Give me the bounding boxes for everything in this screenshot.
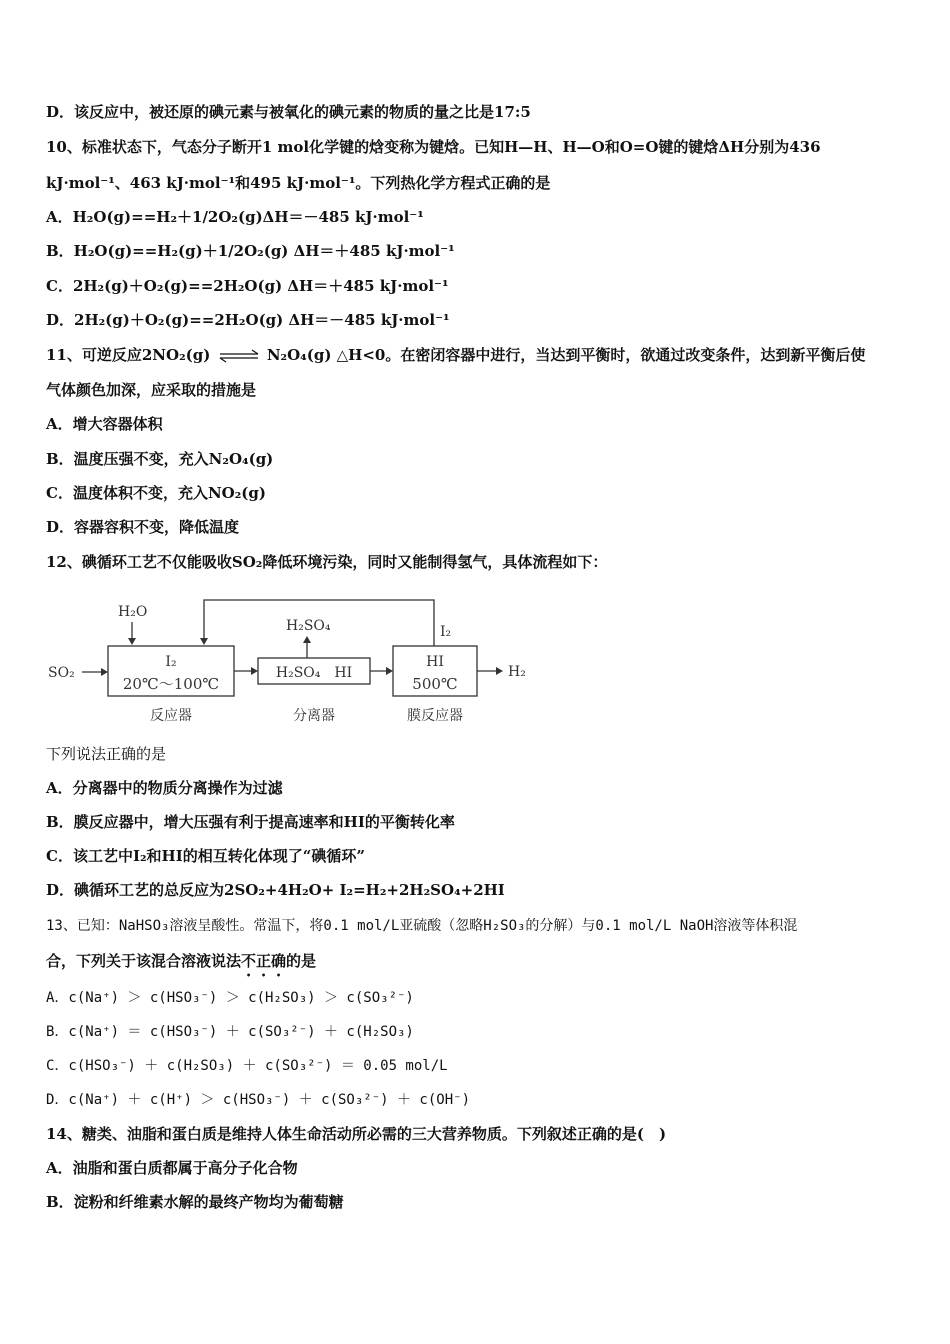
q14-stem: 14、糖类、油脂和蛋白质是维持人体生命活动所必需的三大营养物质。下列叙述正确的是( ) xyxy=(46,1125,667,1143)
q11-option-b: B．温度压强不变，充入N₂O₄(g) xyxy=(46,450,274,468)
q10-option-b: B．H₂O(g)==H₂(g)＋1/2O₂(g) ΔH＝＋485 kJ·mol⁻¹ xyxy=(46,242,455,260)
iodine-cycle-flowchart xyxy=(44,592,544,732)
q13-option-c-text: C．c(HSO₃⁻) ＋ c(H₂SO₃) ＋ c(SO₃²⁻) ＝ 0.05 mol/L xyxy=(46,1058,448,1074)
q13-option-d xyxy=(46,1089,470,1110)
q12-option-b: B．膜反应器中，增大压强有利于提高速率和HI的平衡转化率 xyxy=(46,813,455,831)
q13-option-a-text: A．c(Na⁺) ＞ c(HSO₃⁻) ＞ c(H₂SO₃) ＞ c(SO₃²⁻) xyxy=(46,990,414,1006)
h2so4-output-label: H₂SO₄ xyxy=(286,618,331,634)
q13-stem-line1 xyxy=(46,915,797,936)
so2-label: SO₂ xyxy=(48,665,75,681)
q14-option-b: B．淀粉和纤维素水解的最终产物均为葡萄糖 xyxy=(46,1193,344,1211)
reactor-temp: 20℃～100℃ xyxy=(122,675,220,693)
q10-option-a: A．H₂O(g)==H₂＋1/2O₂(g)ΔH＝－485 kJ·mol⁻¹ xyxy=(46,208,424,226)
q10-stem-line1: 10、标准状态下，气态分子断开1 mol化学键的焓变称为键焓。已知H—H、H—O和O=O键的键焓ΔH分别为436 xyxy=(46,138,821,156)
q10-stem-line2: kJ·mol⁻¹、463 kJ·mol⁻¹和495 kJ·mol⁻¹。下列热化学方程式正确的是 xyxy=(46,174,551,192)
q13-option-b-text: B．c(Na⁺) ＝ c(HSO₃⁻) ＋ c(SO₃²⁻) ＋ c(H₂SO₃) xyxy=(46,1024,414,1040)
reactor-i2: I₂ xyxy=(165,654,177,670)
reactor-label: 反应器 xyxy=(150,708,192,724)
h2o-label: H₂O xyxy=(118,604,148,620)
membrane-hi: HI xyxy=(426,654,444,670)
q12-option-a: A．分离器中的物质分离操作为过滤 xyxy=(46,779,283,797)
q12-option-c: C．该工艺中I₂和HI的相互转化体现了“碘循环” xyxy=(46,847,365,865)
q13-emphasis: 不正确 xyxy=(241,952,287,970)
q13-stem-text: 13、已知：NaHSO₃溶液呈酸性。常温下，将0.1 mol/L亚硫酸（忽略H₂SO₃的分解）与0.1 mol/L NaOH溶液等体积混 xyxy=(46,918,798,934)
arrow-down-icon xyxy=(200,638,208,645)
equilibrium-arrow-icon xyxy=(218,349,260,363)
q13-stem-line2 xyxy=(46,951,316,980)
q12-sub-stem: 下列说法正确的是 xyxy=(46,745,167,763)
q13-stem-pre: 合，下列关于该混合溶液说法 xyxy=(46,952,242,970)
q11-stem-line2: 气体颜色加深，应采取的措施是 xyxy=(46,381,257,399)
h2-output-label: H₂ xyxy=(508,664,526,680)
q13-option-c xyxy=(46,1055,448,1076)
q13-option-a xyxy=(46,987,414,1008)
q11-stem-line1 xyxy=(46,345,865,365)
q13-stem-post: 的是 xyxy=(286,952,317,970)
i2-recycle-label: I₂ xyxy=(440,624,452,640)
arrow-down-icon xyxy=(128,638,136,645)
arrow-up-icon xyxy=(303,636,311,643)
membrane-temp: 500℃ xyxy=(412,675,458,693)
q13-option-d-text: D．c(Na⁺) ＋ c(H⁺) ＞ c(HSO₃⁻) ＋ c(SO₃²⁻) ＋ c(OH⁻) xyxy=(46,1092,471,1108)
arrow-right-icon xyxy=(496,667,503,675)
q13-option-b xyxy=(46,1021,414,1042)
q10-option-c: C．2H₂(g)＋O₂(g)==2H₂O(g) ΔH＝＋485 kJ·mol⁻¹ xyxy=(46,277,449,295)
q12-stem: 12、碘循环工艺不仅能吸收SO₂降低环境污染，同时又能制得氢气，具体流程如下： xyxy=(46,553,608,571)
q11-stem-post: N₂O₄(g) △H<0。在密闭容器中进行，当达到平衡时，欲通过改变条件，达到新平衡后使 xyxy=(266,346,866,364)
arrow-right-icon xyxy=(386,667,393,675)
q11-option-d: D．容器容积不变，降低温度 xyxy=(46,518,240,536)
separator-label: 分离器 xyxy=(293,708,335,724)
q14-option-a: A．油脂和蛋白质都属于高分子化合物 xyxy=(46,1159,298,1177)
q12-option-d: D．碘循环工艺的总反应为2SO₂+4H₂O+ I₂=H₂+2H₂SO₄+2HI xyxy=(46,881,505,899)
arrow-right-icon xyxy=(251,667,258,675)
q11-option-a: A．增大容器体积 xyxy=(46,415,163,433)
q9-option-d: D．该反应中，被还原的碘元素与被氧化的碘元素的物质的量之比是17:5 xyxy=(46,103,531,121)
separator-content: H₂SO₄ HI xyxy=(275,665,353,681)
q11-option-c: C．温度体积不变，充入NO₂(g) xyxy=(46,484,266,502)
membrane-reactor-label: 膜反应器 xyxy=(407,708,463,724)
arrow-right-icon xyxy=(101,668,108,676)
q11-stem-pre: 11、可逆反应2NO₂(g) xyxy=(46,346,211,364)
q10-option-d: D．2H₂(g)＋O₂(g)==2H₂O(g) ΔH＝－485 kJ·mol⁻¹ xyxy=(46,311,450,329)
